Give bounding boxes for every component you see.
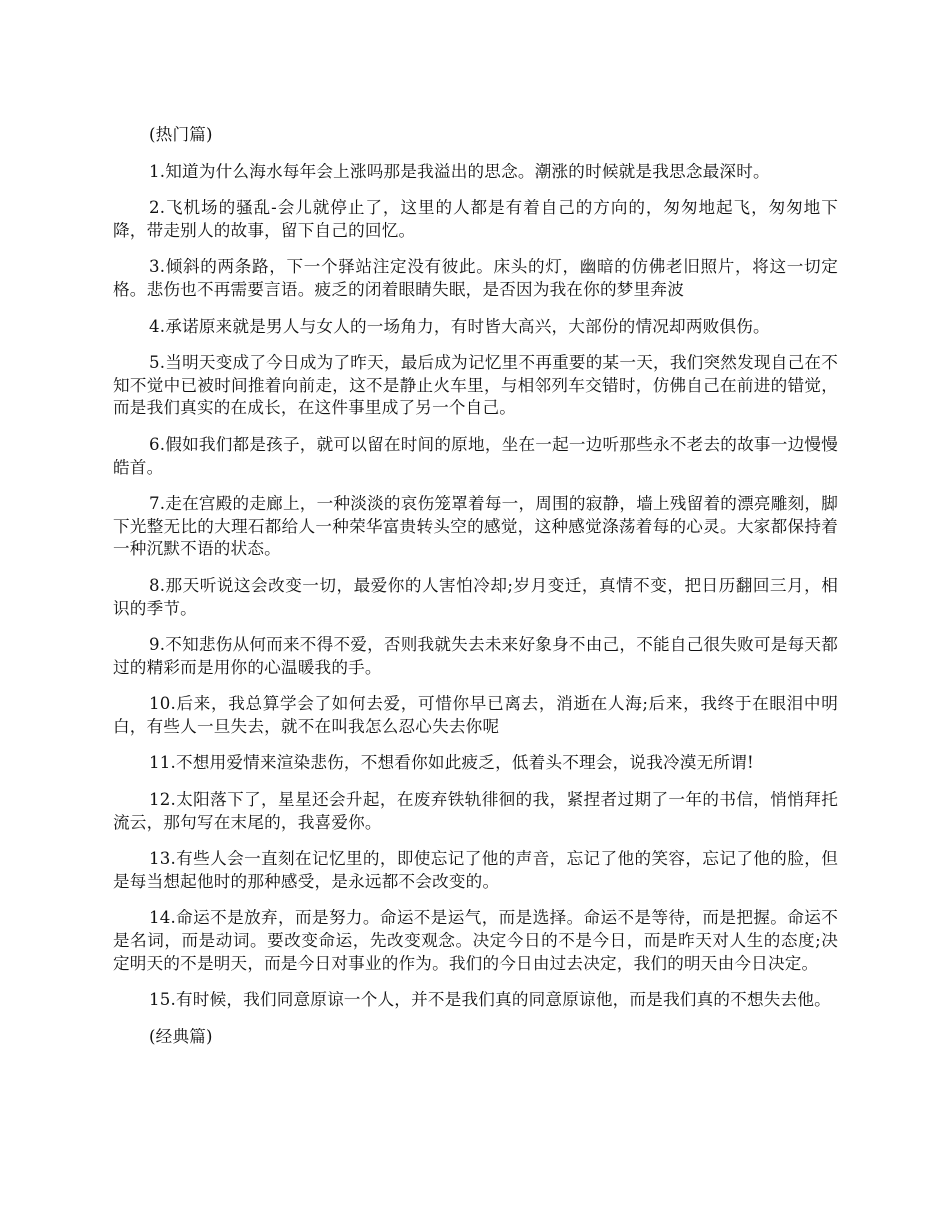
section-heading-classic: (经典篇)	[149, 1026, 213, 1046]
paragraph-10: 10.后来，我总算学会了如何去爱，可惜你早已离去，消逝在人海;后来，我终于在眼泪中明白，有些人一旦失去，就不在叫我怎么忍心失去你呢	[113, 694, 838, 736]
paragraph-13: 13.有些人会一直刻在记忆里的，即使忘记了他的声音，忘记了他的笑容，忘记了他的脸，但是每当想起他时的那种感受，是永远都不会改变的。	[113, 849, 838, 891]
paragraph-2: 2.飞机场的骚乱-会儿就停止了，这里的人都是有着自己的方向的，匆匆地起飞，匆匆地下降，带走别人的故事，留下自己的回忆。	[113, 198, 838, 240]
paragraph-1: 1.知道为什么海水每年会上涨吗那是我溢出的思念。潮涨的时候就是我思念最深时。	[149, 161, 770, 181]
paragraph-14: 14.命运不是放弃，而是努力。命运不是运气，而是选择。命运不是等待，而是把握。命运不是名词，而是动词。要改变命运，先改变观念。决定今日的不是今日，而是昨天对人生的态度;决定明天的不是明天，而是今日对事业的作为。我们的今日由过去决定，我们的明天由今日决定。	[113, 908, 838, 973]
paragraph-6: 6.假如我们都是孩子，就可以留在时间的原地，坐在一起一边听那些永不老去的故事一边慢慢皓首。	[113, 434, 838, 477]
paragraph-5: 5.当明天变成了今日成为了昨天，最后成为记忆里不再重要的某一天，我们突然发现自己在不知不觉中已被时间推着向前走，这不是静止火车里，与相邻列车交错时，仿佛自己在前进的错觉，而是我们真实的在成长，在这件事里成了另一个自己。	[113, 353, 838, 418]
paragraph-8: 8.那天听说这会改变一切，最爱你的人害怕冷却;岁月变迁，真情不变，把日历翻回三月，相识的季节。	[113, 575, 838, 618]
document-page	[113, 124, 838, 1048]
paragraph-15: 15.有时候，我们同意原谅一个人，并不是我们真的同意原谅他，而是我们真的不想失去他。	[149, 990, 831, 1010]
paragraph-11: 11.不想用爱情来渲染悲伤，不想看你如此疲乏，低着头不理会，说我冷漠无所谓!	[149, 753, 754, 773]
section-heading-hot: (热门篇)	[149, 125, 213, 144]
paragraph-9: 9.不知悲伤从何而来不得不爱，否则我就失去未来好象身不由己，不能自己很失败可是每天都过的精彩而是用你的心温暖我的手。	[113, 635, 838, 677]
paragraph-3: 3.倾斜的两条路，下一个驿站注定没有彼此。床头的灯，幽暗的仿佛老旧照片，将这一切定格。悲伤也不再需要言语。疲乏的闭着眼睛失眠，是否因为我在你的梦里奔波	[113, 257, 838, 299]
paragraph-4: 4.承诺原来就是男人与女人的一场角力，有时皆大高兴，大部份的情况却两败俱伤。	[149, 316, 770, 336]
paragraph-7: 7.走在宫殿的走廊上，一种淡淡的哀伤笼罩着每一，周围的寂静，墙上残留着的漂亮雕刻，脚下光整无比的大理石都给人一种荣华富贵转头空的感觉，这种感觉涤荡着每的心灵。大家都保持着一种沉默不语的状态。	[113, 494, 838, 559]
paragraph-12: 12.太阳落下了，星星还会升起，在废弃铁轨徘徊的我，紧捏者过期了一年的书信，悄悄拜托流云，那句写在末尾的，我喜爱你。	[113, 790, 838, 832]
